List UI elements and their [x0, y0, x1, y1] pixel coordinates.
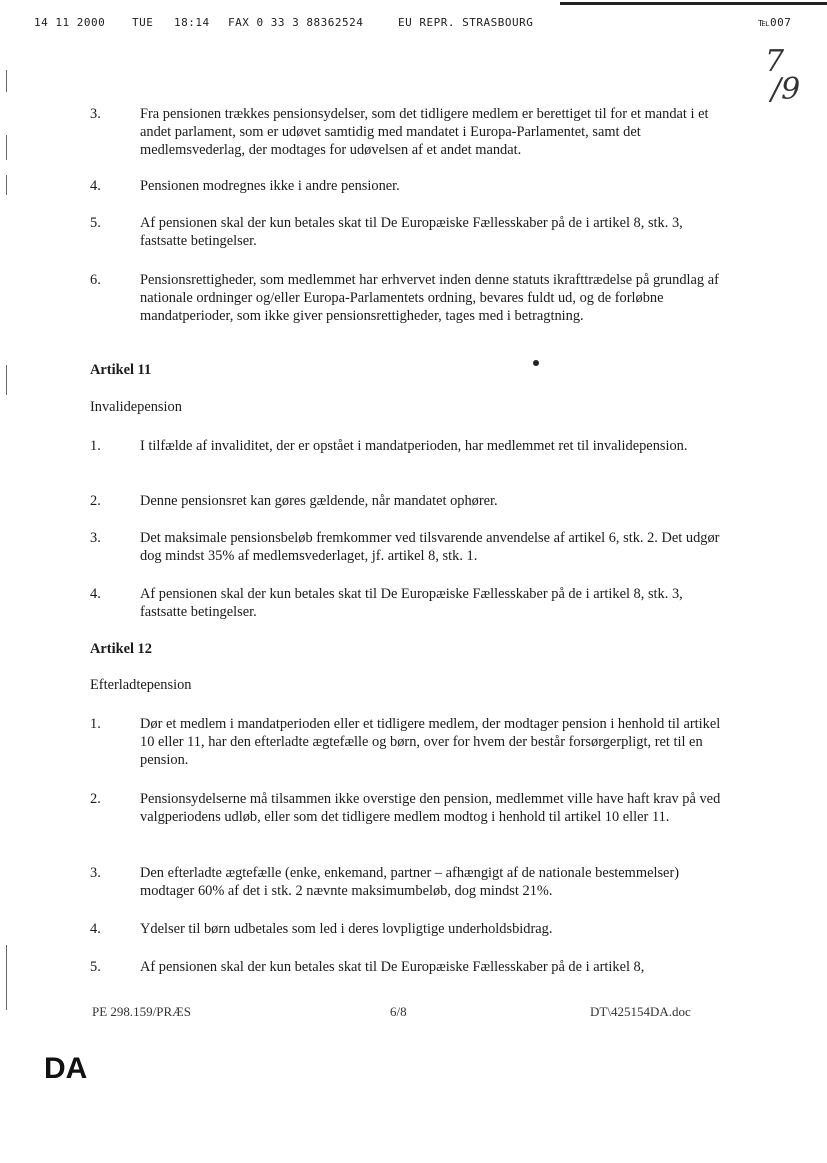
fax-day: TUE	[132, 16, 154, 29]
article-subheading: Invalidepension	[90, 399, 182, 415]
item-number: 3.	[90, 530, 101, 546]
fax-top-rule	[560, 2, 827, 5]
fax-page-number: 007	[770, 16, 792, 29]
item-text: Fra pensionen trækkes pensionsydelser, som det tidligere medlem er berettiget til for et mandat i et andet parlament, som er udøvet samtidig med mandatet i Europa-Parlamentet, samt det medlemsvederlag, der modtages for udøvelsen af et andet mandat.	[140, 106, 709, 158]
margin-mark	[6, 365, 7, 395]
footer-reference: PE 298.159/PRÆS	[92, 1004, 191, 1019]
fax-date: 14 11 2000	[34, 16, 106, 29]
item-number: 2.	[90, 493, 101, 509]
item-number: 3.	[90, 865, 101, 881]
handwritten-fraction: /9	[771, 72, 801, 107]
item-number: 4.	[90, 178, 101, 194]
item-text: Pensionen modregnes ikke i andre pensioner.	[140, 178, 400, 194]
item-text: Denne pensionsret kan gøres gældende, når mandatet ophører.	[140, 493, 498, 509]
item-number: 1.	[90, 716, 101, 732]
item-number: 3.	[90, 106, 101, 122]
item-number: 4.	[90, 586, 101, 602]
item-number: 2.	[90, 791, 101, 807]
fax-sender: EU REPR. STRASBOURG	[398, 16, 534, 29]
item-text: Det maksimale pensionsbeløb fremkommer ved tilsvarende anvendelse af artikel 6, stk. 2. Det udgør dog mindst 35% af medlemsvederlaget, jf. artikel 8, stk. 1.	[140, 530, 720, 564]
item-text: Den efterladte ægtefælle (enke, enkemand, partner – afhængigt af de nationale bestemmelser) modtager 60% af det i stk. 2 nævnte maksimumbeløb, dog mindst 21%.	[140, 865, 680, 899]
language-code: DA	[44, 1052, 88, 1085]
item-number: 1.	[90, 438, 101, 454]
item-text: Ydelser til børn udbetales som led i deres lovpligtige underholdsbidrag.	[140, 921, 553, 937]
article-subheading: Efterladtepension	[90, 677, 192, 693]
item-number: 6.	[90, 272, 101, 288]
fax-page-glyph: ℡	[758, 16, 771, 29]
fax-number: FAX 0 33 3 88362524	[228, 16, 364, 29]
item-number: 5.	[90, 959, 101, 975]
item-text: Af pensionen skal der kun betales skat til De Europæiske Fællesskaber på de i artikel 8, stk. 3, fastsatte betingelser.	[140, 215, 683, 249]
item-text: Pensionsrettigheder, som medlemmet har erhvervet inden denne statuts ikrafttrædelse på grundlag af nationale ordninger og/eller Europa-Parlamentets ordning, bevares fuldt ud, og de forløbne mandatperioder, som ikke giver pensionsrettigheder, tages med i betragtning.	[140, 272, 719, 324]
margin-mark	[6, 175, 7, 195]
margin-mark	[6, 945, 7, 1010]
fax-header	[34, 16, 794, 34]
scan-speck	[533, 360, 539, 366]
item-number: 4.	[90, 921, 101, 937]
item-text: Pensionsydelserne må tilsammen ikke overstige den pension, medlemmet ville have haft krav på ved valgperiodens udløb, eller som det tidligere medlem modtog i henhold til artikel 10 eller 11.	[140, 791, 721, 825]
item-text: Af pensionen skal der kun betales skat til De Europæiske Fællesskaber på de i artikel 8,	[140, 959, 645, 975]
margin-mark	[6, 70, 7, 92]
item-text: Dør et medlem i mandatperioden eller et tidligere medlem, der modtager pension i henhold til artikel 10 eller 11, har den efterladte ægtefælle og børn, over for hvem der består forsørgerpligt, ret til en pension.	[140, 716, 721, 768]
fax-time: 18:14	[174, 16, 210, 29]
handwritten-annotation	[757, 44, 817, 124]
footer-page-number: 6/8	[390, 1004, 407, 1019]
article-heading: Artikel 11	[90, 362, 152, 378]
item-text: I tilfælde af invaliditet, der er opstået i mandatperioden, har medlemmet ret til invalidepension.	[140, 438, 688, 454]
article-heading: Artikel 12	[90, 641, 152, 657]
handwritten-number: 7	[765, 44, 785, 79]
footer-document-name: DT\425154DA.doc	[590, 1004, 691, 1019]
item-text: Af pensionen skal der kun betales skat til De Europæiske Fællesskaber på de i artikel 8, stk. 3, fastsatte betingelser.	[140, 586, 683, 620]
margin-mark	[6, 135, 7, 160]
item-number: 5.	[90, 215, 101, 231]
